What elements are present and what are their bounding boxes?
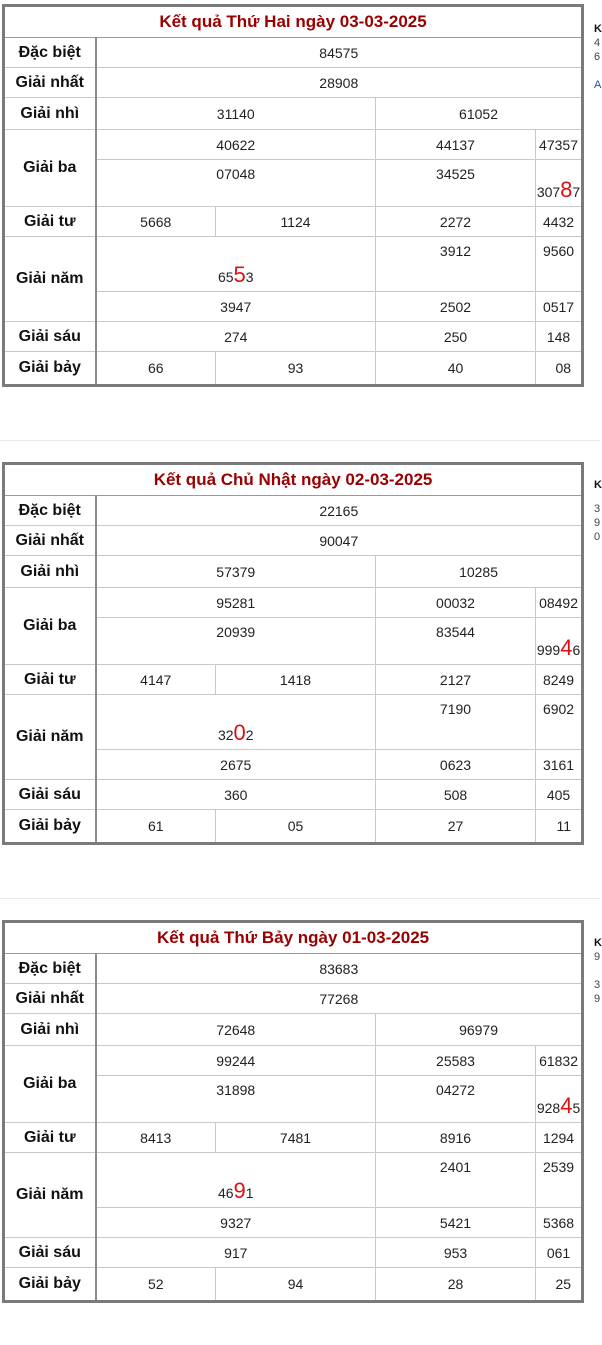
prize-seventh-4: 11 xyxy=(536,810,583,844)
prize-third-6: 30787 xyxy=(536,160,583,207)
prize-fifth-4: 3947 xyxy=(96,292,376,322)
side-snippet-1: K 4 6 A xyxy=(594,23,602,91)
prize-second-2: 61052 xyxy=(376,98,583,130)
label-giai-nhi: Giải nhì xyxy=(4,556,96,588)
label-giai-nhat: Giải nhất xyxy=(4,68,96,98)
label-giai-sau: Giải sáu xyxy=(4,322,96,352)
label-giai-nhi: Giải nhì xyxy=(4,98,96,130)
prize-sixth-1: 274 xyxy=(96,322,376,352)
prize-fifth-1: 3202 xyxy=(96,695,376,750)
label-dac-biet: Đặc biệt xyxy=(4,954,96,984)
prize-seventh-1: 61 xyxy=(96,810,216,844)
prize-fifth-5: 0623 xyxy=(376,750,536,780)
highlight-digit: 5 xyxy=(233,262,246,287)
prize-special: 22165 xyxy=(96,496,583,526)
prize-fourth-3: 8916 xyxy=(376,1123,536,1153)
prize-sixth-3: 061 xyxy=(536,1238,583,1268)
label-giai-nhi: Giải nhì xyxy=(4,1014,96,1046)
prize-third-5: 83544 xyxy=(376,618,536,665)
label-giai-nam: Giải năm xyxy=(4,1153,96,1238)
prize-third-2: 00032 xyxy=(376,588,536,618)
prize-fourth-1: 5668 xyxy=(96,207,216,237)
result-table-2 xyxy=(2,462,581,845)
prize-second-1: 31140 xyxy=(96,98,376,130)
prize-fifth-5: 2502 xyxy=(376,292,536,322)
label-giai-bay: Giải bảy xyxy=(4,352,96,386)
label-giai-ba: Giải ba xyxy=(4,130,96,207)
result-table-1 xyxy=(2,4,581,387)
prize-second-1: 72648 xyxy=(96,1014,376,1046)
prize-sixth-2: 953 xyxy=(376,1238,536,1268)
result-table-3 xyxy=(2,920,581,1303)
prize-first: 90047 xyxy=(96,526,583,556)
highlight-digit: 9 xyxy=(233,1178,246,1203)
prize-fourth-4: 8249 xyxy=(536,665,583,695)
prize-fifth-4: 9327 xyxy=(96,1208,376,1238)
prize-second-1: 57379 xyxy=(96,556,376,588)
label-dac-biet: Đặc biệt xyxy=(4,38,96,68)
label-giai-nhat: Giải nhất xyxy=(4,526,96,556)
label-giai-nam: Giải năm xyxy=(4,695,96,780)
prize-third-1: 40622 xyxy=(96,130,376,160)
prize-third-2: 44137 xyxy=(376,130,536,160)
label-giai-nam: Giải năm xyxy=(4,237,96,322)
prize-fifth-2: 3912 xyxy=(376,237,536,292)
prize-fifth-3: 9560 xyxy=(536,237,583,292)
result-title: Kết quả Thứ Bảy ngày 01-03-2025 xyxy=(4,922,583,954)
label-giai-ba: Giải ba xyxy=(4,1046,96,1123)
prize-seventh-2: 94 xyxy=(216,1268,376,1302)
prize-third-1: 95281 xyxy=(96,588,376,618)
prize-second-2: 96979 xyxy=(376,1014,583,1046)
prize-special: 83683 xyxy=(96,954,583,984)
label-giai-sau: Giải sáu xyxy=(4,1238,96,1268)
prize-fourth-1: 4147 xyxy=(96,665,216,695)
prize-first: 28908 xyxy=(96,68,583,98)
prize-fifth-3: 2539 xyxy=(536,1153,583,1208)
label-giai-nhat: Giải nhất xyxy=(4,984,96,1014)
prize-fifth-6: 5368 xyxy=(536,1208,583,1238)
prize-sixth-2: 508 xyxy=(376,780,536,810)
prize-seventh-3: 40 xyxy=(376,352,536,386)
prize-fifth-4: 2675 xyxy=(96,750,376,780)
label-giai-bay: Giải bảy xyxy=(4,810,96,844)
prize-sixth-2: 250 xyxy=(376,322,536,352)
prize-seventh-1: 52 xyxy=(96,1268,216,1302)
prize-second-2: 10285 xyxy=(376,556,583,588)
highlight-digit: 8 xyxy=(560,177,573,202)
side-snippet-2: K 3 9 0 xyxy=(594,479,602,543)
prize-third-4: 07048 xyxy=(96,160,376,207)
prize-seventh-3: 28 xyxy=(376,1268,536,1302)
highlight-digit: 4 xyxy=(560,1093,573,1118)
prize-fourth-4: 1294 xyxy=(536,1123,583,1153)
prize-seventh-4: 08 xyxy=(536,352,583,386)
prize-fourth-1: 8413 xyxy=(96,1123,216,1153)
prize-fourth-2: 7481 xyxy=(216,1123,376,1153)
prize-third-3: 47357 xyxy=(536,130,583,160)
prize-fifth-3: 6902 xyxy=(536,695,583,750)
prize-fifth-6: 0517 xyxy=(536,292,583,322)
label-giai-tu: Giải tư xyxy=(4,665,96,695)
prize-third-1: 99244 xyxy=(96,1046,376,1076)
prize-special: 84575 xyxy=(96,38,583,68)
highlight-digit: 0 xyxy=(233,720,246,745)
prize-fourth-3: 2272 xyxy=(376,207,536,237)
prize-first: 77268 xyxy=(96,984,583,1014)
prize-fifth-1: 6553 xyxy=(96,237,376,292)
prize-seventh-2: 05 xyxy=(216,810,376,844)
prize-third-6: 92845 xyxy=(536,1076,583,1123)
prize-third-5: 34525 xyxy=(376,160,536,207)
side-snippet-3: K 9 3 9 xyxy=(594,937,602,1005)
prize-third-3: 61832 xyxy=(536,1046,583,1076)
prize-fourth-2: 1418 xyxy=(216,665,376,695)
label-giai-tu: Giải tư xyxy=(4,1123,96,1153)
prize-sixth-3: 405 xyxy=(536,780,583,810)
prize-fifth-2: 2401 xyxy=(376,1153,536,1208)
section-divider xyxy=(0,898,600,899)
prize-third-2: 25583 xyxy=(376,1046,536,1076)
label-dac-biet: Đặc biệt xyxy=(4,496,96,526)
label-giai-bay: Giải bảy xyxy=(4,1268,96,1302)
prize-sixth-1: 360 xyxy=(96,780,376,810)
prize-seventh-2: 93 xyxy=(216,352,376,386)
result-title: Kết quả Thứ Hai ngày 03-03-2025 xyxy=(4,6,583,38)
prize-fifth-1: 4691 xyxy=(96,1153,376,1208)
result-title: Kết quả Chủ Nhật ngày 02-03-2025 xyxy=(4,464,583,496)
prize-third-3: 08492 xyxy=(536,588,583,618)
prize-sixth-3: 148 xyxy=(536,322,583,352)
prize-third-6: 99946 xyxy=(536,618,583,665)
highlight-digit: 4 xyxy=(560,635,573,660)
prize-fifth-2: 7190 xyxy=(376,695,536,750)
label-giai-sau: Giải sáu xyxy=(4,780,96,810)
prize-fourth-2: 1124 xyxy=(216,207,376,237)
prize-third-4: 20939 xyxy=(96,618,376,665)
prize-fourth-3: 2127 xyxy=(376,665,536,695)
prize-fourth-4: 4432 xyxy=(536,207,583,237)
label-giai-ba: Giải ba xyxy=(4,588,96,665)
prize-seventh-1: 66 xyxy=(96,352,216,386)
label-giai-tu: Giải tư xyxy=(4,207,96,237)
prize-third-4: 31898 xyxy=(96,1076,376,1123)
prize-third-5: 04272 xyxy=(376,1076,536,1123)
prize-seventh-4: 25 xyxy=(536,1268,583,1302)
prize-fifth-6: 3161 xyxy=(536,750,583,780)
prize-sixth-1: 917 xyxy=(96,1238,376,1268)
prize-fifth-5: 5421 xyxy=(376,1208,536,1238)
section-divider xyxy=(0,440,600,441)
prize-seventh-3: 27 xyxy=(376,810,536,844)
